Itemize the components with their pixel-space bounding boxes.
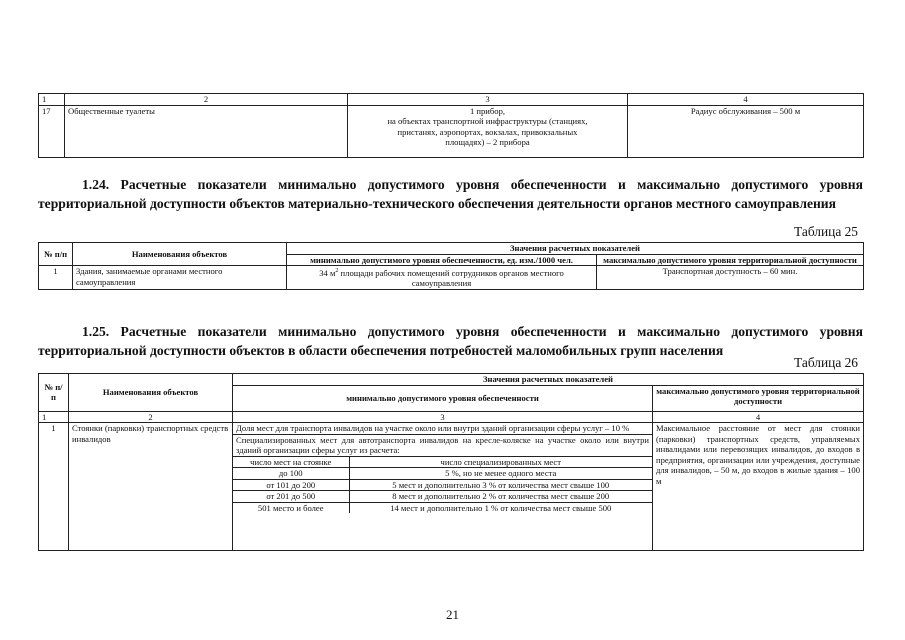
inner-places: до 100: [233, 468, 349, 480]
col-number-3: 3: [348, 94, 628, 106]
min-value-suffix: площади рабочих помещений сотрудников органов местного самоуправления: [338, 267, 564, 289]
min-paragraph-share: Доля мест для транспорта инвалидов на участке около или внутри зданий организации сферы услуг – 10 %: [233, 423, 652, 435]
inner-special-places: 8 мест и дополнительно 2 % от количества мест свыше 200: [349, 491, 652, 503]
inner-places: 501 место и более: [233, 502, 349, 513]
table-26: [38, 373, 864, 551]
col-number-1: 1: [39, 411, 69, 423]
min-line: площадях) – 2 прибора: [445, 137, 530, 147]
min-value-prefix: 34 м: [319, 267, 336, 278]
table-continuation: [38, 93, 864, 158]
inner-special-places: 5 мест и дополнительно 3 % от количества мест свыше 100: [349, 479, 652, 491]
max-level-value: Максимальное расстояние от мест для стоянки (парковки) транспортных средств, управляемых инвалидами или перевозящих инвалидов, до входов в предприятия, организации или учреждения, доступные для инвалидов, – 50 м, до входов в жилые здания – 100 м: [653, 423, 864, 551]
header-max-level: максимально допустимого уровня территориальной доступности: [653, 385, 864, 411]
table-row: [39, 423, 864, 551]
header-object-name: Наименования объектов: [69, 374, 233, 412]
header-number: № п/п: [39, 243, 73, 266]
header-max-level: максимально допустимого уровня территориальной доступности: [597, 254, 864, 266]
table-header-row: [39, 94, 864, 106]
min-line: пристанях, аэропортах, вокзалах, привокзальных: [397, 126, 578, 137]
min-value-superscript: 2: [335, 268, 339, 274]
col-number-2: 2: [69, 411, 233, 423]
min-line: на объектах транспортной инфраструктуры (станциях,: [387, 116, 588, 126]
inner-row: [233, 468, 652, 480]
header-values: Значения расчетных показателей: [287, 243, 864, 255]
object-name: Стоянки (парковки) транспортных средств инвалидов: [69, 423, 233, 551]
row-number: 1: [39, 423, 69, 551]
header-min-level: минимально допустимого уровня обеспеченности: [233, 385, 653, 411]
max-level-value: Радиус обслуживания – 500 м: [628, 105, 864, 157]
inner-header-special-places: число специализированных мест: [349, 456, 652, 468]
col-number-1: 1: [39, 94, 65, 106]
col-number-3: 3: [233, 411, 653, 423]
section-1-25-heading: 1.25. Расчетные показатели минимально допустимого уровня обеспеченности и максимально допустимого уровня территориальной доступности объектов в области обеспечения потребностей маломобильных групп населения: [38, 324, 863, 358]
inner-places: от 201 до 500: [233, 491, 349, 503]
header-min-level: минимально допустимого уровня обеспеченности, ед. изм./1000 чел.: [287, 254, 597, 266]
col-number-4: 4: [628, 94, 864, 106]
inner-row: [233, 502, 652, 513]
inner-header-row: [233, 456, 652, 468]
inner-row: [233, 491, 652, 503]
table-25-caption: Таблица 25: [794, 224, 858, 239]
object-name: Общественные туалеты: [65, 105, 348, 157]
page-number: 21: [446, 607, 459, 622]
table-26-caption: Таблица 26: [794, 355, 858, 370]
col-number-4: 4: [653, 411, 864, 423]
inner-header-places: число мест на стоянке: [233, 456, 349, 468]
header-values: Значения расчетных показателей: [233, 374, 864, 386]
inner-row: [233, 479, 652, 491]
min-level-value: [233, 423, 653, 551]
row-number: 1: [39, 266, 73, 290]
row-number: 17: [39, 105, 65, 157]
table-25: [38, 242, 864, 290]
inner-special-places: 14 мест и дополнительно 1 % от количества мест свыше 500: [349, 502, 652, 513]
inner-special-places: 5 %, но не менее одного места: [349, 468, 652, 480]
header-number: № п/п: [39, 374, 69, 412]
object-name: Здания, занимаемые органами местного самоуправления: [73, 266, 287, 290]
col-number-2: 2: [65, 94, 348, 106]
parking-places-table: [233, 456, 652, 514]
min-paragraph-special: Специализированных мест для автотранспорта инвалидов на кресле-коляске на участке около или внутри зданий организации сферы услуг из расчета:: [236, 434, 649, 455]
header-object-name: Наименования объектов: [73, 243, 287, 266]
section-1-24-heading: 1.24. Расчетные показатели минимально допустимого уровня обеспеченности и максимально допустимого уровня территориальной доступности объектов материально-технического обеспечения деятельности органов местного самоуправления: [38, 177, 863, 211]
min-level-value: [287, 266, 597, 290]
min-line: 1 прибор,: [469, 105, 506, 116]
table-row: [39, 105, 864, 157]
inner-places: от 101 до 200: [233, 479, 349, 491]
table-row: [39, 266, 864, 290]
max-level-value: Транспортная доступность – 60 мин.: [597, 266, 864, 290]
min-level-value: [348, 105, 628, 157]
